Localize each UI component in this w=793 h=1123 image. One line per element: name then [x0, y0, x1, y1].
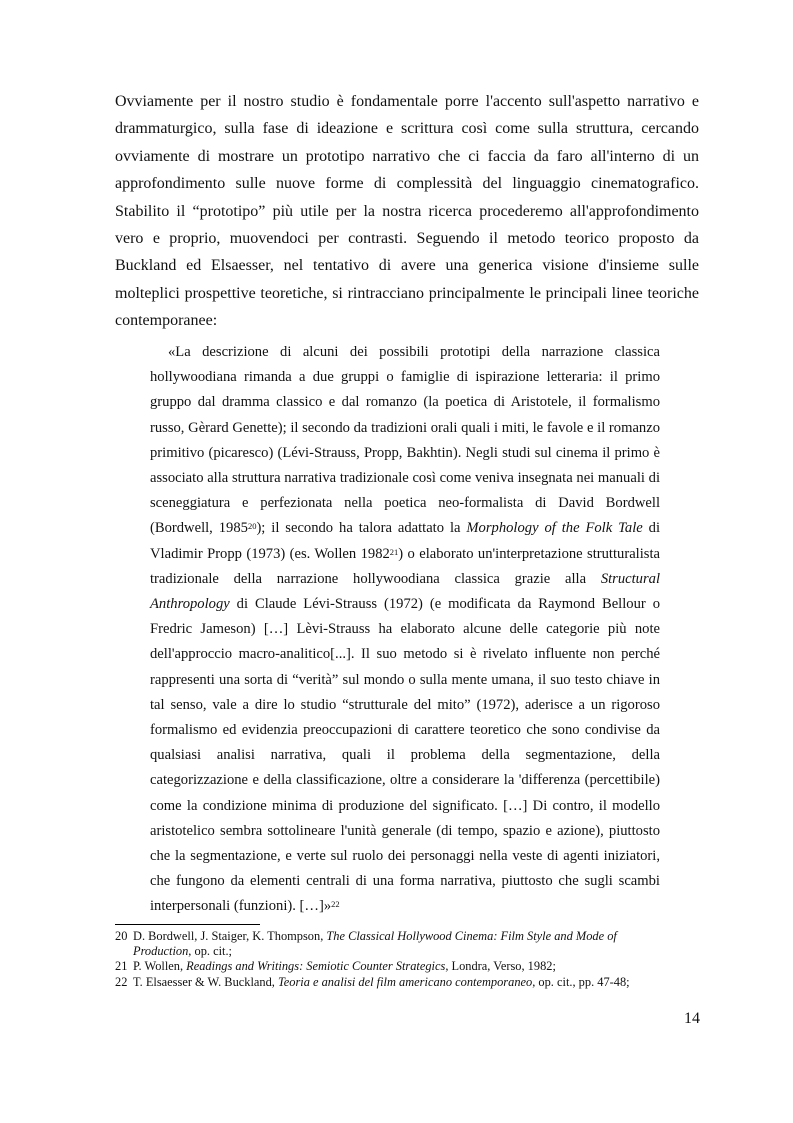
- footnotes: [115, 929, 675, 990]
- footnote-ref-22[interactable]: 22: [331, 899, 340, 910]
- footnote-number: 20: [115, 929, 128, 943]
- footnote: 20 D. Bordwell, J. Staiger, K. Thompson, The Classical Hollywood Cinema: Film Style and Mode of Production, op. cit.;: [115, 929, 617, 959]
- footnote-title: The Classical Hollywood Cinema: Film Style and Mode of Production: [133, 929, 617, 959]
- page-number: 14: [684, 1010, 700, 1027]
- quote-text: «La descrizione di alcuni dei possibili prototipi della narrazione classica hollywoodiana rimanda a due gruppi o famiglie di ispirazione letteraria: il primo gruppo dal dramma classico e dal romanzo (la poetica di Aristotele, il formalismo russo, Gèrard Genette); il secondo da tradizioni orali quali i miti, le favole e il romanzo primitivo (picaresco) (Lévi-Strauss, Propp, Bakhtin). Negli studi sul cinema il primo è associato alla struttura narrativa tradizionale così come veniva insegnata nei manuali di sceneggiatura e perfezionata nella poetica neo-formalista di David Bordwell (Bordwell, 1985: [150, 344, 660, 537]
- quote-text: ); il secondo ha talora adattato la: [256, 520, 467, 537]
- quote-text: di Vladimir Propp (1973) (es. Wollen 1982: [150, 520, 660, 562]
- footnote-number: 22: [115, 974, 128, 989]
- footnote-ref-21[interactable]: 21: [389, 546, 399, 557]
- footnote-title: Readings and Writings: Semiotic Counter Strategics: [186, 959, 446, 974]
- quote-title-structural-anthropology: Structural Anthropology: [150, 570, 660, 613]
- footnote-title: Teoria e analisi del film americano contemporaneo: [278, 974, 533, 989]
- footnote-number: 21: [115, 959, 128, 974]
- quote-text: ) o elaborato un'interpretazione strutturalista tradizionale della narrazione hollywoodiana classica grazie alla: [150, 545, 660, 587]
- footnote-separator: [115, 924, 260, 925]
- quote-text: di Claude Lévi-Strauss (1972) (e modificata da Raymond Bellour o Fredric Jameson) […] Lèvi-Strauss ha elaborato alcune delle categorie più note dell'approccio macro-analitico[...]. Il suo metodo si è rivelato influente non perché rappresenti una sorta di “verità” sul mondo o sulla mente umana, il suo testo chiave in tal senso, vale a dire lo studio “strutturale del mito” (1972), aderisce a un rigoroso formalismo ed evidenzia preoccupazioni di carattere teoretico che sono condivise da qualsiasi analisi narrativa, quali il problema della segmentazione, della categorizzazione e della classificazione, oltre a considerare la 'differenza (percettibile) come la condizione minima di produzione del significato. […] Di contro, il modello aristotelico sembra sottolineare l'unità generale (di tempo, spazio e azione), piuttosto che la segmentazione, e verte sul ruolo dei personaggi nella veste di agenti iniziatori, che fungono da elementi centrali di una forma narrativa, piuttosto che sugli scambi interpersonali (funzioni). […]»: [150, 596, 660, 915]
- footnote-ref-20[interactable]: 20: [247, 521, 257, 532]
- body-paragraph: Ovviamente per il nostro studio è fondamentale porre l'accento sull'aspetto narrativo e drammaturgico, sulla fase di ideazione e scrittura così come sulla struttura, cercando ovviamente di mostrare un prototipo narrativo che ci faccia da faro all'interno di un approfondimento sulle nuove forme di complessità del linguaggio cinematografico. Stabilito il “prototipo” più utile per la nostra ricerca procederemo all'approfondimento vero e proprio, muovendoci per contrasti. Seguendo il metodo teorico proposto da Buckland ed Elsaesser, nel tentativo di avere una generica visione d'insieme sulle molteplici prospettive teoretiche, si rintracciano principalmente le principali linee teoriche contemporanee:: [115, 93, 699, 330]
- footnote: 22 T. Elsaesser & W. Buckland, Teoria e analisi del film americano contemporaneo, op. cit., pp. 47-48;: [115, 974, 630, 989]
- footnote: 21 P. Wollen, Readings and Writings: Semiotic Counter Strategics, Londra, Verso, 1982;: [115, 959, 556, 974]
- block-quote: [150, 340, 660, 920]
- quote-title-morphology: Morphology of the Folk Tale: [466, 520, 643, 537]
